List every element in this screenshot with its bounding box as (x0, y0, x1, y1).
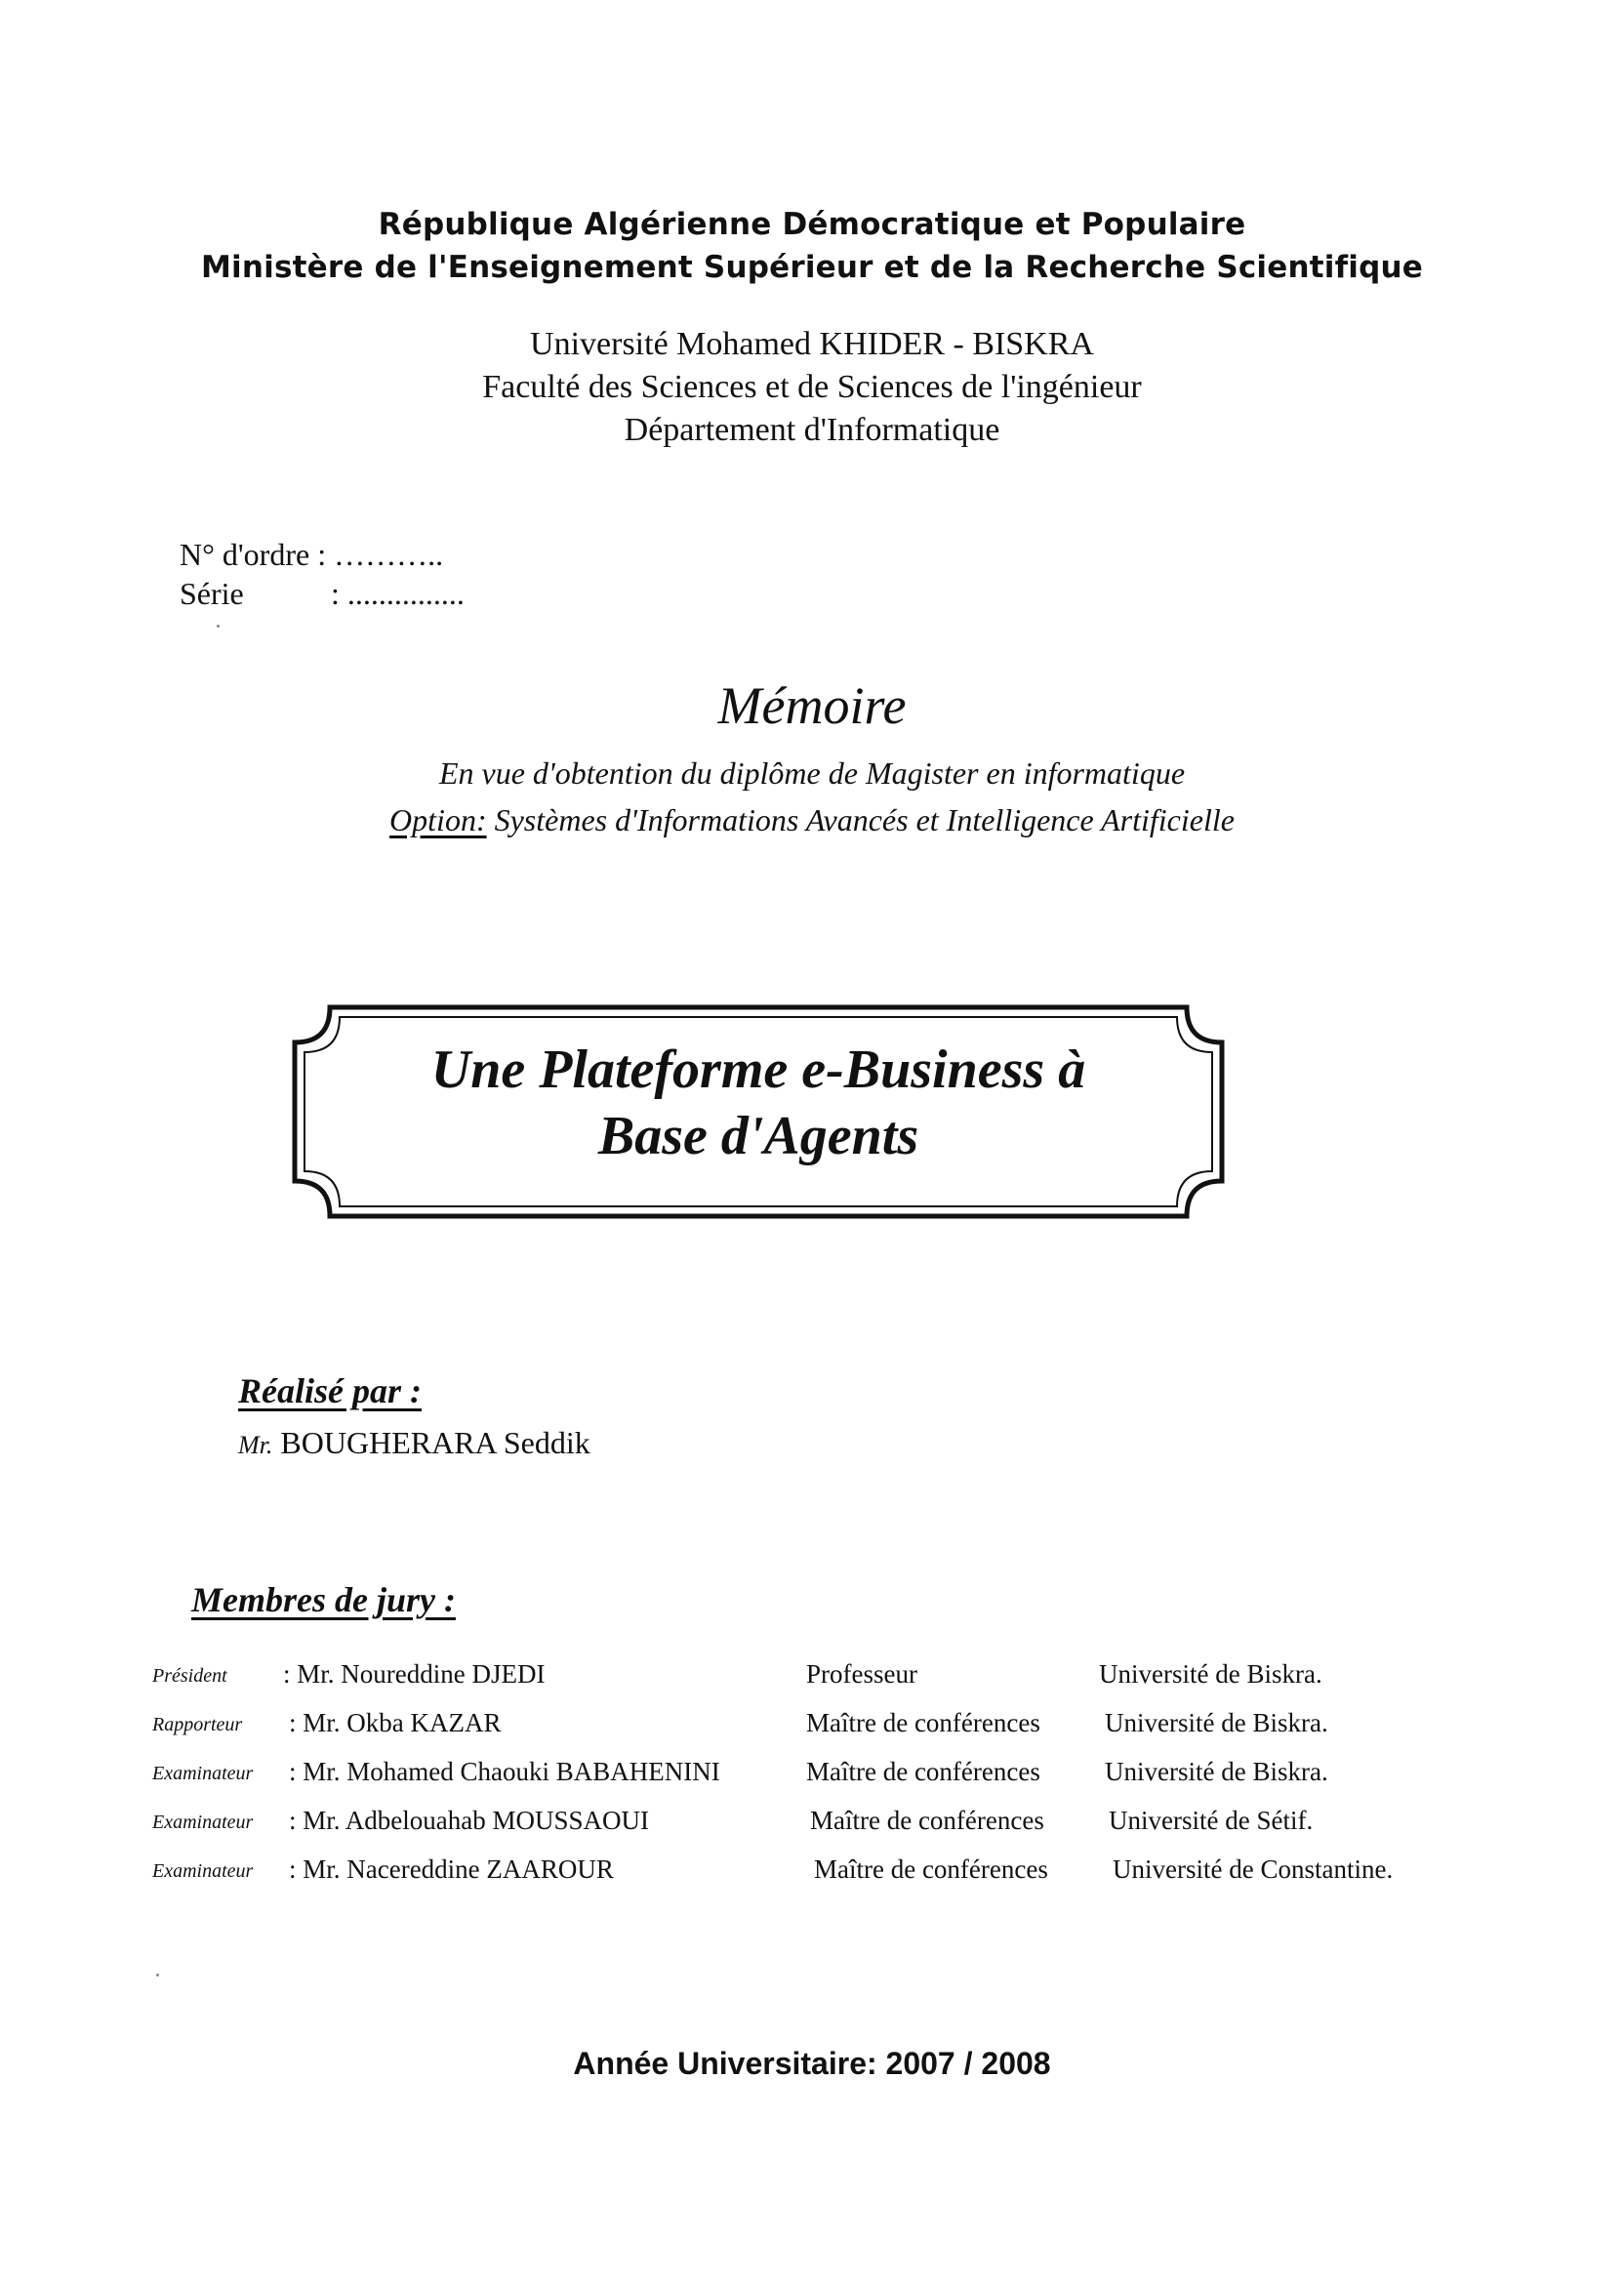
thesis-title-line2: Base d'Agents (597, 1106, 919, 1166)
option-label: Option: (389, 802, 487, 837)
jury-row (0, 1659, 1624, 1698)
jury-heading: Membres de jury : (191, 1580, 456, 1619)
option-text: Systèmes d'Informations Avancés et Intelligence Artificielle (486, 802, 1235, 837)
jury-grade: Maître de conférences (810, 1806, 1044, 1835)
serie-value: : ............... (331, 576, 465, 611)
jury-institution: Université de Biskra. (1105, 1757, 1328, 1786)
jury-role: Rapporteur (152, 1714, 243, 1735)
jury-name: : Mr. Noureddine DJEDI (283, 1659, 546, 1689)
jury-institution: Université de Biskra. (1105, 1708, 1328, 1737)
department-name: Département d'Informatique (624, 412, 1000, 448)
memoire-subtitle: En vue d'obtention du diplôme de Magister en informatique (438, 755, 1186, 791)
ordre-line (180, 537, 443, 573)
jury-role: Président (152, 1665, 227, 1687)
faculty-name: Faculté des Sciences et de Sciences de l'ingénieur (482, 369, 1142, 405)
jury-name: : Mr. Adbelouahab MOUSSAOUI (289, 1806, 649, 1835)
ordre-value: : ……….. (317, 537, 444, 572)
serie-label: Série (180, 576, 244, 611)
academic-year: Année Universitaire: 2007 / 2008 (573, 2046, 1051, 2081)
jury-role: Examinateur (152, 1812, 254, 1833)
scan-speck (156, 1974, 159, 1976)
jury-grade: Professeur (806, 1659, 917, 1689)
jury-name: : Mr. Okba KAZAR (289, 1708, 502, 1737)
jury-grade: Maître de conférences (806, 1757, 1040, 1786)
jury-institution: Université de Sétif. (1109, 1806, 1314, 1835)
jury-row (0, 1854, 1624, 1894)
jury-row (0, 1806, 1624, 1845)
republic-heading: République Algérienne Démocratique et Populaire (378, 207, 1246, 242)
ministry-heading: Ministère de l'Enseignement Supérieur et de la Recherche Scientifique (201, 250, 1423, 285)
author-prefix: Mr. (238, 1431, 273, 1459)
serie-line (180, 576, 465, 612)
author-name: BOUGHERARA Seddik (272, 1425, 590, 1460)
scan-speck (217, 625, 220, 628)
jury-row (0, 1708, 1624, 1747)
jury-institution: Université de Constantine. (1113, 1854, 1394, 1884)
jury-role: Examinateur (152, 1763, 254, 1784)
realise-heading: Réalisé par : (238, 1371, 422, 1410)
jury-grade: Maître de conférences (806, 1708, 1040, 1737)
jury-name: : Mr. Mohamed Chaouki BABAHENINI (289, 1757, 720, 1786)
university-name: Université Mohamed KHIDER - BISKRA (530, 326, 1094, 362)
ordre-label: N° d'ordre (180, 537, 310, 572)
jury-role: Examinateur (152, 1860, 254, 1882)
jury-grade: Maître de conférences (814, 1854, 1048, 1884)
thesis-title-line1: Une Plateforme e-Business à (430, 1039, 1086, 1100)
title-frame (291, 1003, 1226, 1220)
jury-row (0, 1757, 1624, 1796)
jury-name: : Mr. Nacereddine ZAAROUR (289, 1854, 614, 1884)
memoire-option (0, 802, 1624, 838)
author-line (238, 1425, 590, 1461)
jury-institution: Université de Biskra. (1099, 1659, 1322, 1689)
memoire-heading: Mémoire (717, 676, 907, 735)
